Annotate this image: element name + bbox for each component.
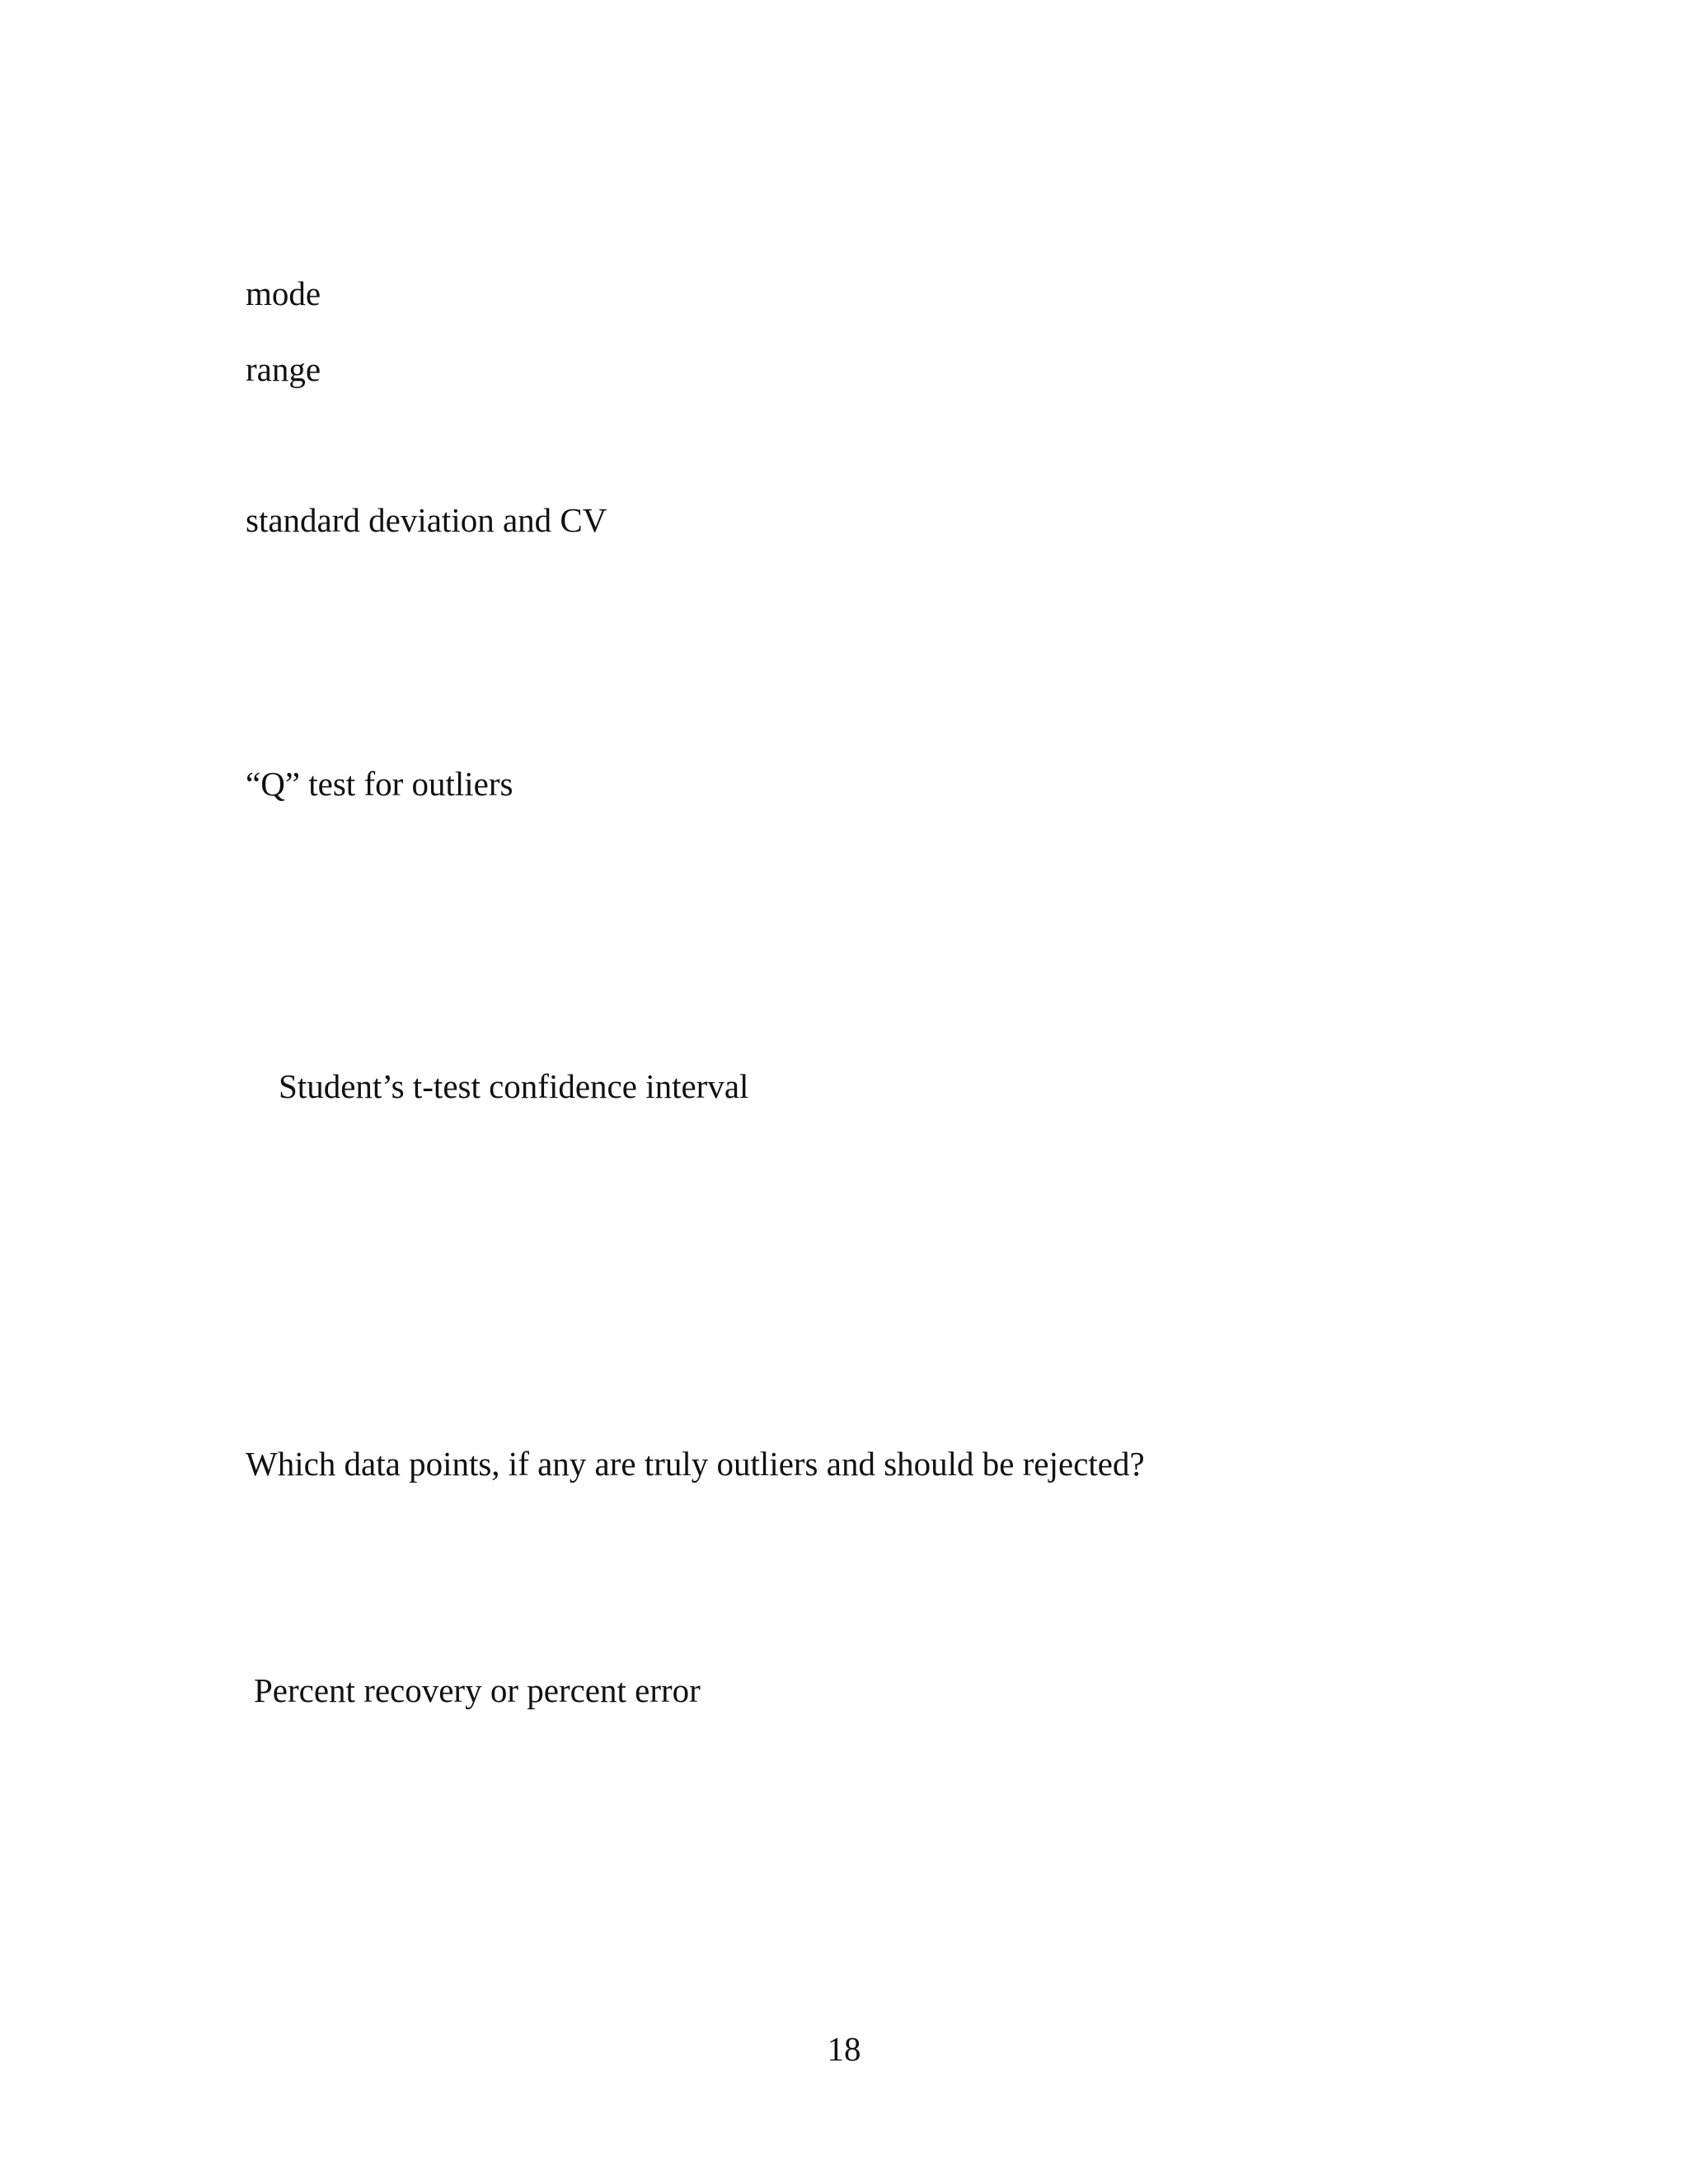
item-standard-deviation: standard deviation and CV	[246, 501, 607, 539]
item-mode: mode	[246, 274, 321, 312]
item-t-test: Student’s t-test confidence interval	[279, 1067, 749, 1105]
page-number: 18	[827, 2030, 861, 2068]
item-q-test: “Q” test for outliers	[246, 765, 513, 803]
item-range: range	[246, 350, 321, 388]
item-percent-recovery: Percent recovery or percent error	[254, 1671, 701, 1709]
item-outlier-question: Which data points, if any are truly outliers and should be rejected?	[246, 1445, 1145, 1483]
